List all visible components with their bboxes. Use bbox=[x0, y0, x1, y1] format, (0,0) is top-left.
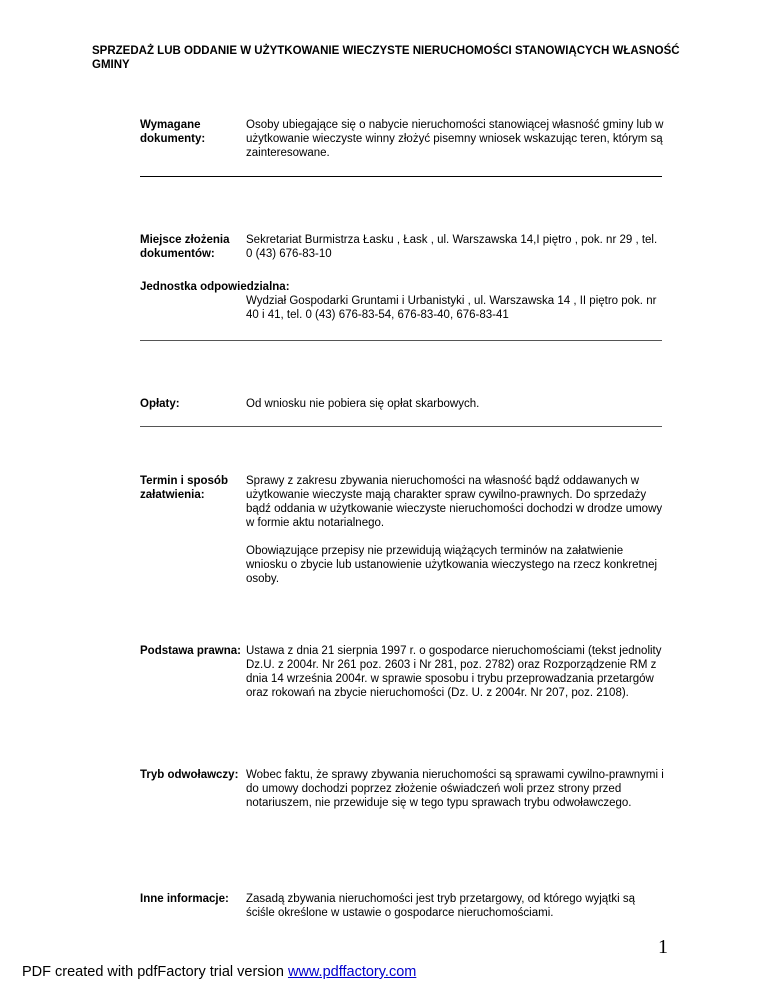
section-text: Wobec faktu, że sprawy zbywania nieruchomości są sprawami cywilno-prawnymi i do umowy dochodzi poprzez złożenie oświadczeń woli przez strony przed notariuszem, nie przewiduje się w tego typu sprawach trybu odwoławczego. bbox=[246, 769, 664, 809]
section-label: Inne informacje: bbox=[140, 893, 229, 905]
section-label: Termin i sposób załatwienia: bbox=[140, 475, 228, 501]
section-text: Zasadą zbywania nieruchomości jest tryb przetargowy, od którego wyjątki są ściśle określone w ustawie o gospodarce nieruchomościami. bbox=[246, 893, 636, 919]
section-label: Jednostka odpowiedzialna: bbox=[140, 281, 290, 293]
divider bbox=[140, 426, 662, 427]
divider bbox=[140, 176, 662, 177]
section-label: Opłaty: bbox=[140, 398, 180, 410]
section-label: Miejsce złożenia dokumentów: bbox=[140, 234, 230, 260]
pdf-footer bbox=[22, 964, 416, 980]
document-title: SPRZEDAŻ LUB ODDANIE W UŻYTKOWANIE WIECZYSTE NIERUCHOMOŚCI STANOWIĄCYCH WŁASNOŚĆ GMINY bbox=[92, 45, 680, 71]
section-text: Ustawa z dnia 21 sierpnia 1997 r. o gospodarce nieruchomościami (tekst jednolity Dz.U. z 2004r. Nr 261 poz. 2603 i Nr 281, poz. 2782) oraz Rozporządzenie RM z dnia 14 września 2004r. w sprawie sposobu i trybu przeprowadzania przetargów oraz rokowań na zbycie nieruchomości (Dz. U. z 2004r. Nr 207, poz. 2108). bbox=[246, 645, 662, 699]
section-label: Podstawa prawna: bbox=[140, 645, 241, 657]
page-number: 1 bbox=[658, 936, 668, 958]
section-text-2: Obowiązujące przepisy nie przewidują wiążących terminów na załatwienie wniosku o zbycie lub ustanowienie użytkowania wieczystego na rzecz konkretnej osoby. bbox=[246, 545, 658, 585]
section-text: Od wniosku nie pobiera się opłat skarbowych. bbox=[246, 398, 480, 410]
footer-link[interactable]: www.pdffactory.com bbox=[287, 964, 417, 980]
section-text: Osoby ubiegające się o nabycie nieruchomości stanowiącej własność gminy lub w użytkowanie wieczyste winny złożyć pisemny wniosek wskazując teren, którym są zainteresowane. bbox=[246, 119, 664, 159]
section-label: Tryb odwoławczy: bbox=[140, 769, 239, 781]
section-text: Sekretariat Burmistrza Łasku , Łask , ul. Warszawska 14,I piętro , pok. nr 29 , tel. 0 (43) 676-83-10 bbox=[246, 234, 658, 260]
section-text: Sprawy z zakresu zbywania nieruchomości na własność bądź oddawanych w użytkowanie wieczyste mają charakter spraw cywilno-prawnych. Do sprzedaży bądź oddania w użytkowanie wieczyste nieruchomości dochodzi w drodze umowy w formie aktu notarialnego. bbox=[246, 475, 663, 529]
section-text: Wydział Gospodarki Gruntami i Urbanistyki , ul. Warszawska 14 , II piętro pok. nr 40 i 41, tel. 0 (43) 676-83-54, 676-83-40, 676-83-41 bbox=[246, 295, 657, 321]
section-label: Wymagane dokumenty: bbox=[140, 119, 206, 145]
footer-text: PDF created with pdfFactory trial version bbox=[22, 964, 288, 980]
divider bbox=[140, 340, 662, 341]
